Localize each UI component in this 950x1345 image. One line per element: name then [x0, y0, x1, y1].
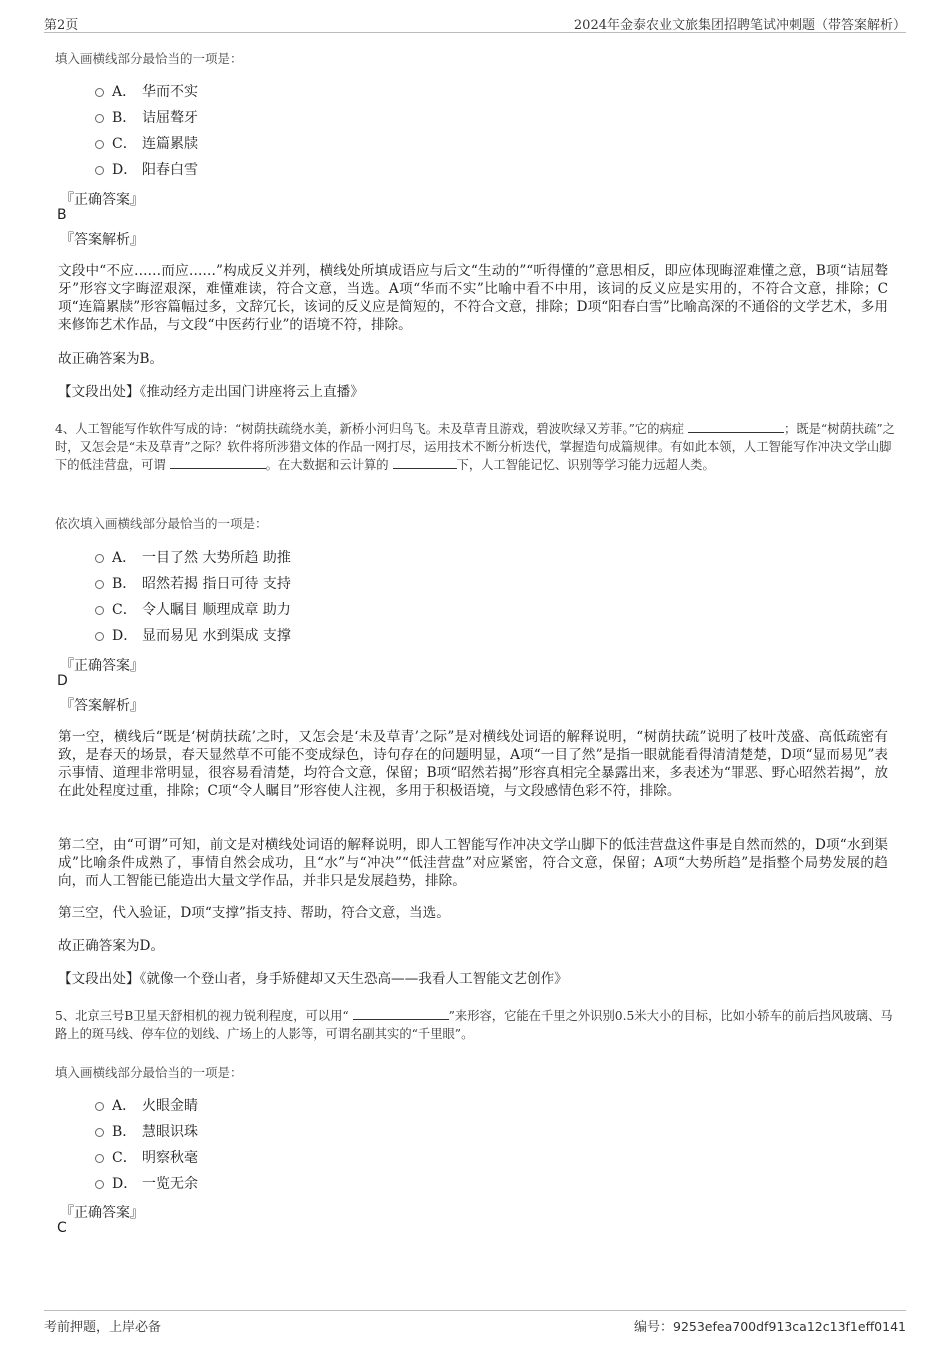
page-footer: [44, 1310, 906, 1339]
page-header: [44, 10, 906, 33]
q3-option-b[interactable]: B． 诘屈聱牙: [95, 104, 198, 130]
q5-option-c[interactable]: C． 明察秋毫: [95, 1144, 198, 1170]
q4-prompt: 依次填入画横线部分最恰当的一项是：: [55, 516, 268, 531]
q4-source: 【文段出处】《就像一个登山者，身手矫健却又天生恐高——我看人工智能文艺创作》: [58, 971, 568, 987]
q4-analysis-second-blank: 第二空，由“可谓”可知，前文是对横线处词语的解释说明，即人工智能写作冲决文学山脚下的低洼营盘这件事是自然而然的，D项“水到渠成”比喻条件成熟了，事情自然会成功，且“水”与“冲决”“低洼营盘”对应紧密，符合文意，保留；A项“大势所趋”是指整个局势发展的趋向，而人工智能已能造出大量文学作品，并非只是发展趋势，排除。: [58, 837, 888, 889]
q5-question: 5、北京三号B卫星天舒相机的视力锐利程度，可以用“ ”来形容，它能在千里之外识别0.5米大小的目标，比如小轿车的前后挡风玻璃、马路上的斑马线、停车位的划线、广场上的人影等，可谓名副其实的“千里眼”。: [55, 1009, 893, 1041]
document-title: 2024年金泰农业文旅集团招聘笔试冲刺题（带答案解析）: [573, 18, 906, 33]
q4-analysis-third-blank: 第三空，代入验证，D项“支撑”指支持、帮助，符合文意，当选。: [58, 905, 450, 921]
q4-option-c[interactable]: C． 令人瞩目 顺理成章 助力: [95, 596, 291, 622]
q4-option-d[interactable]: D． 显而易见 水到渠成 支撑: [95, 622, 291, 648]
answer-blank: [393, 456, 457, 469]
q4-analysis-label: 『答案解析』: [60, 698, 144, 714]
q3-answer-label: 『正确答案』: [60, 192, 144, 208]
q4-option-a[interactable]: A． 一目了然 大势所趋 助推: [95, 544, 291, 570]
q4-answer: D: [57, 673, 68, 689]
q4-question: 4、人工智能写作软件写成的诗：“树荫扶疏绕水美，新桥小河归鸟飞。未及草青且游戏，碧波吹绿又芳菲。”它的病症 ；既是“树荫扶疏”之时，又怎会是“未及草青”之际？软件将所涉猎文体的作品一网打尽，运用技术不断分析迭代，掌握造句成篇规律。有如此本领，人工智能写作冲决文学山脚下的低洼营盘，可谓 。在大数据和云计算的 下，人工智能记忆、识别等学习能力远超人类。: [55, 422, 895, 472]
answer-blank: [353, 1007, 449, 1020]
q3-prompt: 填入画横线部分最恰当的一项是：: [55, 51, 243, 66]
radio-icon[interactable]: [95, 140, 104, 149]
radio-icon[interactable]: [95, 166, 104, 175]
q5-answer-label: 『正确答案』: [60, 1205, 144, 1221]
q4-option-b[interactable]: B． 昭然若揭 指日可待 支持: [95, 570, 291, 596]
q3-option-a[interactable]: A． 华而不实: [95, 78, 198, 104]
q5-prompt: 填入画横线部分最恰当的一项是：: [55, 1065, 243, 1080]
radio-icon[interactable]: [95, 1180, 104, 1189]
q3-answer: B: [57, 207, 67, 223]
q3-option-c[interactable]: C． 连篇累牍: [95, 130, 198, 156]
q3-source: 【文段出处】《推动经方走出国门讲座将云上直播》: [58, 384, 364, 400]
q5-option-a[interactable]: A． 火眼金睛: [95, 1092, 198, 1118]
radio-icon[interactable]: [95, 114, 104, 123]
q4-analysis-first-blank: 第一空，横线后“既是‘树荫扶疏’之时，又怎会是‘未及草青’之际”是对横线处词语的解释说明，“树荫扶疏”说明了枝叶茂盛、高低疏密有致，是春天的场景，春天显然草不可能不变成绿色，诗句存在的问题明显，A项“一目了然”是指一眼就能看得清清楚楚，D项“显而易见”表示事情、道理非常明显，很容易看清楚，均符合文意，保留；B项“昭然若揭”形容真相完全暴露出来，多表述为“罪恶、野心昭然若揭”，放在此处程度过重，排除；C项“令人瞩目”形容使人注视，多用于积极语境，与文段感情色彩不符，排除。: [58, 729, 888, 799]
radio-icon[interactable]: [95, 580, 104, 589]
q3-conclusion: 故正确答案为B。: [58, 351, 164, 367]
answer-blank: [688, 420, 784, 433]
q4-answer-label: 『正确答案』: [60, 658, 144, 674]
radio-icon[interactable]: [95, 88, 104, 97]
q3-options: [95, 78, 198, 182]
q4-conclusion: 故正确答案为D。: [58, 938, 165, 954]
radio-icon[interactable]: [95, 632, 104, 641]
radio-icon[interactable]: [95, 1154, 104, 1163]
radio-icon[interactable]: [95, 1102, 104, 1111]
radio-icon[interactable]: [95, 1128, 104, 1137]
q3-option-d[interactable]: D． 阳春白雪: [95, 156, 198, 182]
q3-analysis-label: 『答案解析』: [60, 232, 144, 248]
answer-blank: [170, 456, 266, 469]
q5-option-b[interactable]: B． 慧眼识珠: [95, 1118, 198, 1144]
radio-icon[interactable]: [95, 554, 104, 563]
q5-options: [95, 1092, 198, 1196]
q5-answer: C: [57, 1220, 67, 1236]
q3-analysis-paragraph: 文段中“不应……而应……”构成反义并列，横线处所填成语应与后文“生动的”“听得懂的”意思相反，即应体现晦涩难懂之意，B项“诘屈聱牙”形容文字晦涩艰深，难懂难读，符合文意，当选。A项“华而不实”比喻中看不中用，该词的反义应是实用的，不符合文意，排除；C项“连篇累牍”形容篇幅过多，文辞冗长，该词的反义应是简短的，不符合文意，排除；D项“阳春白雪”比喻高深的不通俗的文学艺术，多用来修饰艺术作品，与文段“中医药行业”的语境不符，排除。: [58, 263, 888, 333]
footer-slogan: 考前押题，上岸必备: [44, 1320, 162, 1335]
q4-options: [95, 544, 291, 648]
q5-option-d[interactable]: D． 一览无余: [95, 1170, 198, 1196]
document-code: 编号：9253efea700df913ca12c13f1eff0141: [633, 1319, 906, 1335]
radio-icon[interactable]: [95, 606, 104, 615]
page-number: 第2页: [44, 18, 79, 33]
